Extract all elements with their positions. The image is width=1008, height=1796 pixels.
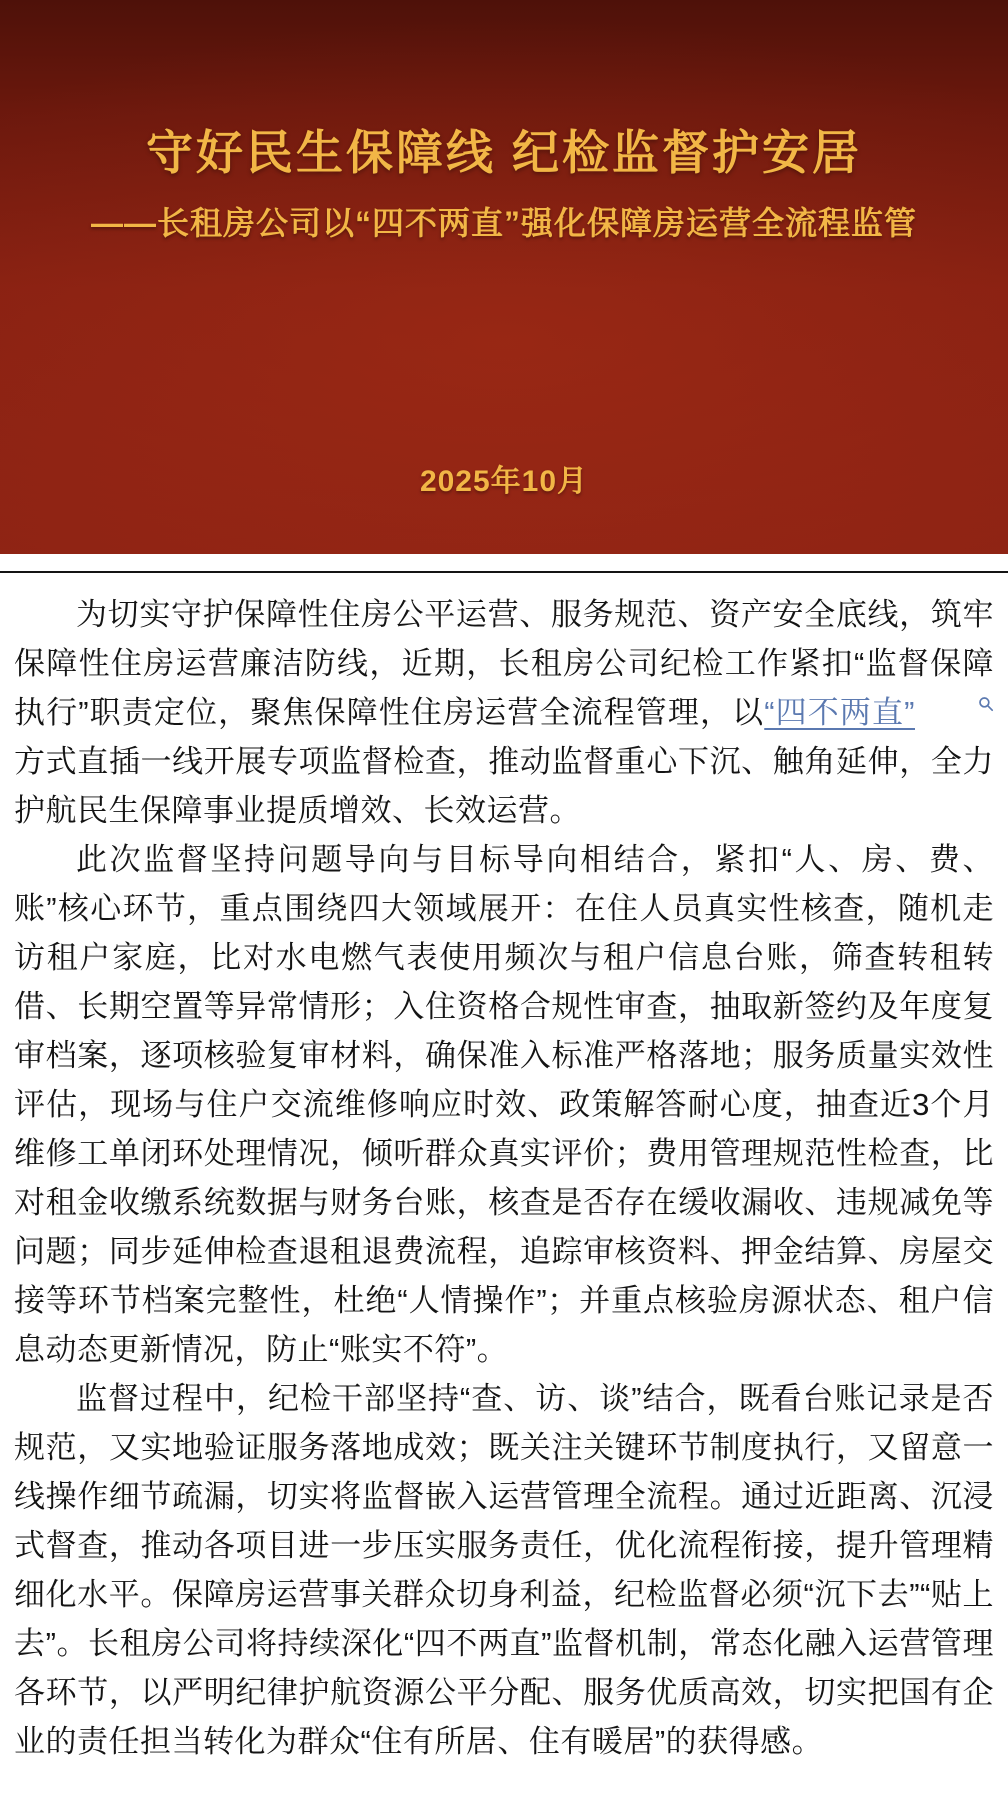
paragraph-1 [14, 590, 994, 835]
search-icon [916, 696, 994, 712]
page-title: 守好民生保障线 纪检监督护安居 [145, 126, 863, 179]
paragraph-3: 监督过程中，纪检干部坚持“查、访、谈”结合，既看台账记录是否规范，又实地验证服务落地成效；既关注关键环节制度执行，又留意一线操作细节疏漏，切实将监督嵌入运营管理全流程。通过近距离、沉浸式督查，推动各项目进一步压实服务责任，优化流程衔接，提升管理精细化水平。保障房运营事关群众切身利益，纪检监督必须“沉下去”“贴上去”。长租房公司将持续深化“四不两直”监督机制，常态化融入运营管理各环节，以严明纪律护航资源公平分配、服务优质高效，切实把国有企业的责任担当转化为群众“住有所居、住有暖居”的获得感。 [14, 1381, 994, 1759]
paragraph-1-text: 为切实守护保障性住房公平运营、服务规范、资产安全底线，筑牢保障性住房运营廉洁防线，近期，长租房公司纪检工作紧扣“监督保障执行”职责定位，聚焦保障性住房运营全流程管理，以 [14, 597, 994, 730]
page-subtitle: ——长租房公司以“四不两直”强化保障房运营全流程监管 [90, 205, 917, 241]
term-link[interactable] [764, 695, 994, 730]
article-body [0, 573, 1008, 1796]
publish-date: 2025年10月 [419, 465, 589, 498]
paragraph-2: 此次监督坚持问题导向与目标导向相结合，紧扣“人、房、费、账”核心环节，重点围绕四大领域展开：在住人员真实性核查，随机走访租户家庭，比对水电燃气表使用频次与租户信息台账，筛查转租转借、长期空置等异常情形；入住资格合规性审查，抽取新签约及年度复审档案，逐项核验复审材料，确保准入标准严格落地；服务质量实效性评估，现场与住户交流维修响应时效、政策解答耐心度，抽查近3个月维修工单闭环处理情况，倾听群众真实评价；费用管理规范性检查，比对租金收缴系统数据与财务台账，核查是否存在缓收漏收、违规减免等问题；同步延伸检查退租退费流程，追踪审核资料、押金结算、房屋交接等环节档案完整性，杜绝“人情操作”；并重点核验房源状态、租户信息动态更新情况，防止“账实不符”。 [14, 842, 994, 1367]
banner [0, 0, 1008, 554]
paragraph-1-text-continued: 方式直插一线开展专项监督检查，推动监督重心下沉、触角延伸，全力护航民生保障事业提质增效、长效运营。 [14, 744, 994, 828]
term-link-label: “四不两直” [764, 695, 915, 730]
